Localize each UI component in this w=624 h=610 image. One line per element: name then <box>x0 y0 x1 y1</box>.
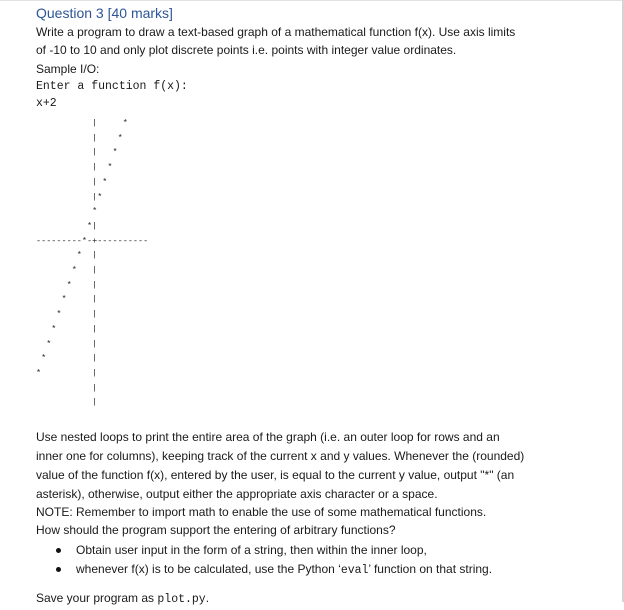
bullet-list <box>56 541 492 580</box>
top-divider <box>0 0 622 1</box>
bullet-dot-icon <box>56 567 61 572</box>
plot-line: * | <box>36 250 98 261</box>
bullet-item-1 <box>56 541 492 560</box>
sample-input: x+2 <box>36 97 57 110</box>
body-line-2: inner one for columns), keeping track of the current x and y values. Whenever the (rounded) <box>36 449 525 463</box>
plot-line: | <box>36 382 98 393</box>
question-title: Question 3 [40 marks] <box>36 5 173 21</box>
intro-line-2: of -10 to 10 and only plot discrete points i.e. points with integer value ordinates. <box>36 43 457 57</box>
plot-line: | * <box>36 176 108 187</box>
plot-line: * | <box>36 309 98 320</box>
plot-line: * <box>36 206 98 217</box>
plot-line: | * <box>36 132 123 143</box>
body-line-1: Use nested loops to print the entire area of the graph (i.e. an outer loop for rows and an <box>36 430 500 444</box>
plot-line: *| <box>36 220 98 231</box>
plot-line: * | <box>36 265 98 276</box>
footer-suffix: . <box>205 591 210 605</box>
bullet-dot-icon <box>56 548 61 553</box>
intro-line-1: Write a program to draw a text-based graph of a mathematical function f(x). Use axis limits <box>36 25 516 39</box>
plot-line: | * <box>36 162 113 173</box>
question-line: How should the program support the entering of arbitrary functions? <box>36 523 396 537</box>
plot-line: * | <box>36 353 98 364</box>
sample-prompt: Enter a function f(x): <box>36 80 188 93</box>
plot-line: | * <box>36 147 118 158</box>
footer-filename: plot.py <box>157 593 206 606</box>
plot-line: * | <box>36 294 98 305</box>
plot-line: | * <box>36 118 128 128</box>
plot-line: | <box>36 397 98 408</box>
plot-line: ---------*-+---------- <box>36 235 149 246</box>
plot-line: * | <box>36 367 98 378</box>
plot-line: |* <box>36 191 103 202</box>
body-line-3: value of the function f(x), entered by the user, is equal to the current y value, output "*" (an <box>36 468 515 482</box>
footer-line <box>36 589 209 610</box>
bullet-item-1-text: Obtain user input in the form of a string, then within the inner loop, <box>76 543 427 557</box>
text-graph-output <box>36 116 148 410</box>
bullet-item-2-suffix: ’ function on that string. <box>368 562 493 576</box>
sample-io-label: Sample I/O: <box>36 62 100 76</box>
plot-line: * | <box>36 323 98 334</box>
note-line: NOTE: Remember to import math to enable the use of some mathematical functions. <box>36 505 487 519</box>
body-line-4: asterisk), otherwise, output either the appropriate axis character or a space. <box>36 487 438 501</box>
bullet-item-2 <box>56 560 492 580</box>
footer-prefix: Save your program as <box>36 591 158 605</box>
bullet-item-2-code: eval <box>340 564 369 577</box>
plot-line: * | <box>36 338 98 349</box>
bullet-item-2-prefix: whenever f(x) is to be calculated, use the Python ‘ <box>76 562 341 576</box>
plot-line: * | <box>36 279 98 290</box>
